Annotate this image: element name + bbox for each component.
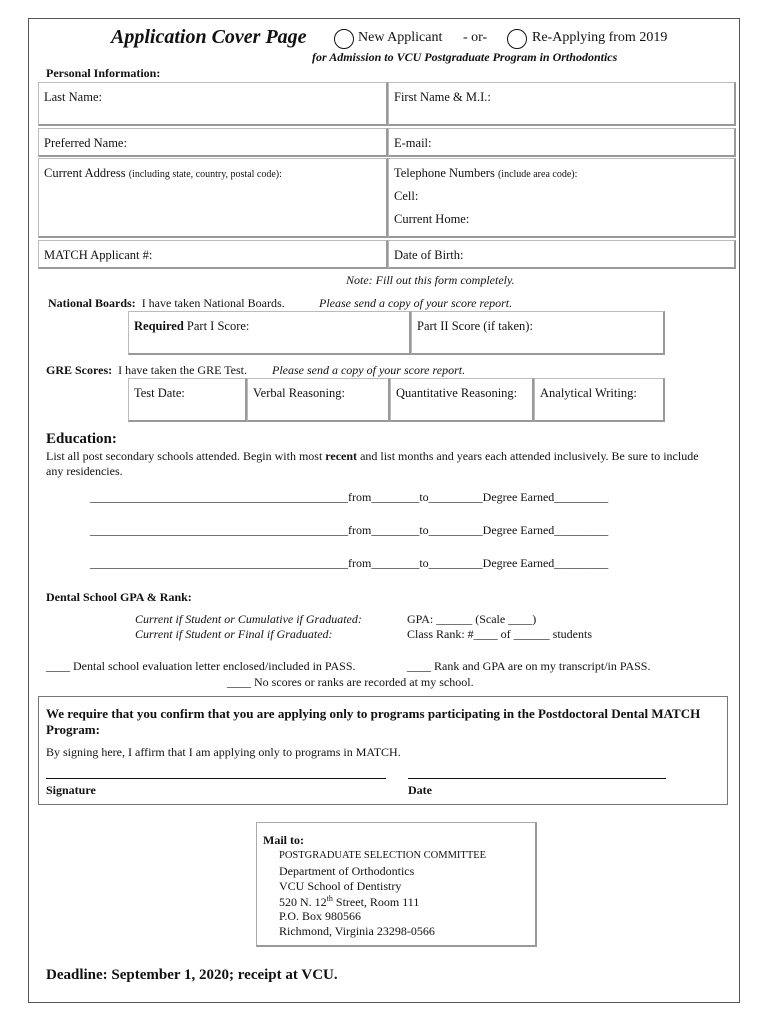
national-boards-instruction: Please send a copy of your score report. [319, 296, 513, 310]
education-instructions-end: and list months and years each attended inclusively. Be sure to include any residencies. [46, 449, 699, 478]
last-name-field[interactable] [38, 82, 388, 126]
match-number-label: MATCH Applicant #: [44, 248, 153, 262]
education-heading: Education: [46, 431, 117, 447]
personal-info-heading: Personal Information: [46, 66, 161, 80]
gre-analytical-label: Analytical Writing: [540, 386, 637, 400]
dob-field[interactable] [388, 240, 736, 269]
cell-label: Cell: [394, 189, 419, 203]
gre-verbal-field[interactable] [247, 378, 390, 422]
national-boards-statement: I have taken National Boards. [141, 296, 285, 310]
gre-label: GRE Scores: [46, 363, 113, 377]
no-scores-check[interactable]: ____ No scores or ranks are recorded at my school. [227, 675, 474, 689]
part1-score-label: Part I Score: [186, 319, 250, 333]
rank-on-transcript-check[interactable]: ____ Rank and GPA are on my transcript/in PASS. [407, 659, 651, 673]
national-boards-label: National Boards: [48, 296, 136, 310]
gre-quantitative-label: Quantitative Reasoning: [396, 386, 518, 400]
education-instructions [46, 449, 706, 479]
address-label: Current Address [44, 166, 126, 180]
date-label: Date [408, 783, 432, 797]
dob-label: Date of Birth: [394, 248, 464, 262]
education-instructions-start: List all post secondary schools attended. Begin with most [46, 449, 323, 463]
education-row[interactable]: ___________________________________________from________to_________Degree Earned_________ [90, 556, 609, 570]
deadline-text: Deadline: September 1, 2020; receipt at VCU. [46, 967, 338, 983]
fill-completely-note: Note: Fill out this form completely. [346, 273, 515, 287]
education-row[interactable]: ___________________________________________from________to_________Degree Earned_________ [90, 490, 609, 504]
match-heading: We require that you confirm that you are applying only to programs participating in the Postdoctoral Dental MATCH Program: [46, 706, 701, 737]
gre-analytical-field[interactable] [534, 378, 665, 422]
evaluation-letter-check[interactable]: ____ Dental school evaluation letter enclosed/included in PASS. [46, 659, 356, 673]
gre-instruction: Please send a copy of your score report. [272, 363, 466, 377]
gre-test-date-label: Test Date: [134, 386, 185, 400]
part2-score-label: Part II Score (if taken): [417, 319, 533, 333]
mail-street-number: 520 N. 12 [279, 895, 327, 909]
gre-verbal-label: Verbal Reasoning: [253, 386, 345, 400]
mail-committee: POSTGRADUATE SELECTION COMMITTEE [279, 850, 487, 861]
current-home-label: Current Home: [394, 212, 470, 226]
mail-street-suffix: th [326, 894, 333, 903]
telephone-label: Telephone Numbers [394, 166, 495, 180]
gpa-cumulative-label: Current if Student or Cumulative if Graduated: [135, 612, 362, 626]
mail-to-box [256, 822, 537, 947]
telephone-note: (include area code): [497, 169, 578, 180]
gre-quantitative-field[interactable] [390, 378, 534, 422]
mail-department: Department of Orthodontics [279, 864, 415, 878]
match-affirm-text: By signing here, I affirm that I am applying only to programs in MATCH. [46, 745, 401, 759]
first-name-field[interactable] [388, 82, 736, 126]
signature-line[interactable] [46, 778, 386, 779]
part1-required-label: Required [134, 319, 184, 333]
or-text: - or- [463, 30, 488, 45]
mail-street-rest: Street, Room 111 [332, 895, 420, 909]
page-subtitle: for Admission to VCU Postgraduate Program in Orthodontics [312, 50, 618, 64]
telephone-field[interactable] [388, 158, 736, 238]
mail-street [279, 894, 419, 910]
gpa-heading: Dental School GPA & Rank: [46, 590, 192, 604]
page-title: Application Cover Page [111, 26, 307, 48]
gpa-value-field[interactable]: GPA: ______ (Scale ____) [407, 612, 537, 626]
part2-score-field[interactable] [411, 311, 665, 355]
new-applicant-radio[interactable] [334, 29, 354, 49]
reapplying-label: Re-Applying from 2019 [532, 30, 668, 45]
mail-po-box: P.O. Box 980566 [279, 909, 362, 923]
gre-statement: I have taken the GRE Test. [118, 363, 248, 377]
signature-label: Signature [46, 783, 96, 797]
first-name-label: First Name & M.I.: [394, 90, 491, 104]
gre-test-date-field[interactable] [128, 378, 247, 422]
last-name-label: Last Name: [44, 90, 102, 104]
reapplying-radio[interactable] [507, 29, 527, 49]
email-field[interactable] [388, 128, 736, 157]
address-field[interactable] [38, 158, 388, 238]
class-rank-field[interactable]: Class Rank: #____ of ______ students [407, 627, 592, 641]
mail-school: VCU School of Dentistry [279, 879, 402, 893]
preferred-name-field[interactable] [38, 128, 388, 157]
email-label: E-mail: [394, 136, 432, 150]
match-number-field[interactable] [38, 240, 388, 269]
match-confirmation-box [38, 696, 728, 805]
preferred-name-label: Preferred Name: [44, 136, 127, 150]
date-line[interactable] [408, 778, 666, 779]
part1-score-field[interactable] [128, 311, 411, 355]
education-row[interactable]: ___________________________________________from________to_________Degree Earned_________ [90, 523, 609, 537]
mail-to-heading: Mail to: [263, 833, 304, 847]
address-note: (including state, country, postal code): [128, 169, 282, 180]
new-applicant-label: New Applicant [358, 30, 443, 45]
rank-final-label: Current if Student or Final if Graduated: [135, 627, 333, 641]
education-instructions-bold: recent [325, 449, 358, 463]
mail-city: Richmond, Virginia 23298-0566 [279, 924, 435, 938]
